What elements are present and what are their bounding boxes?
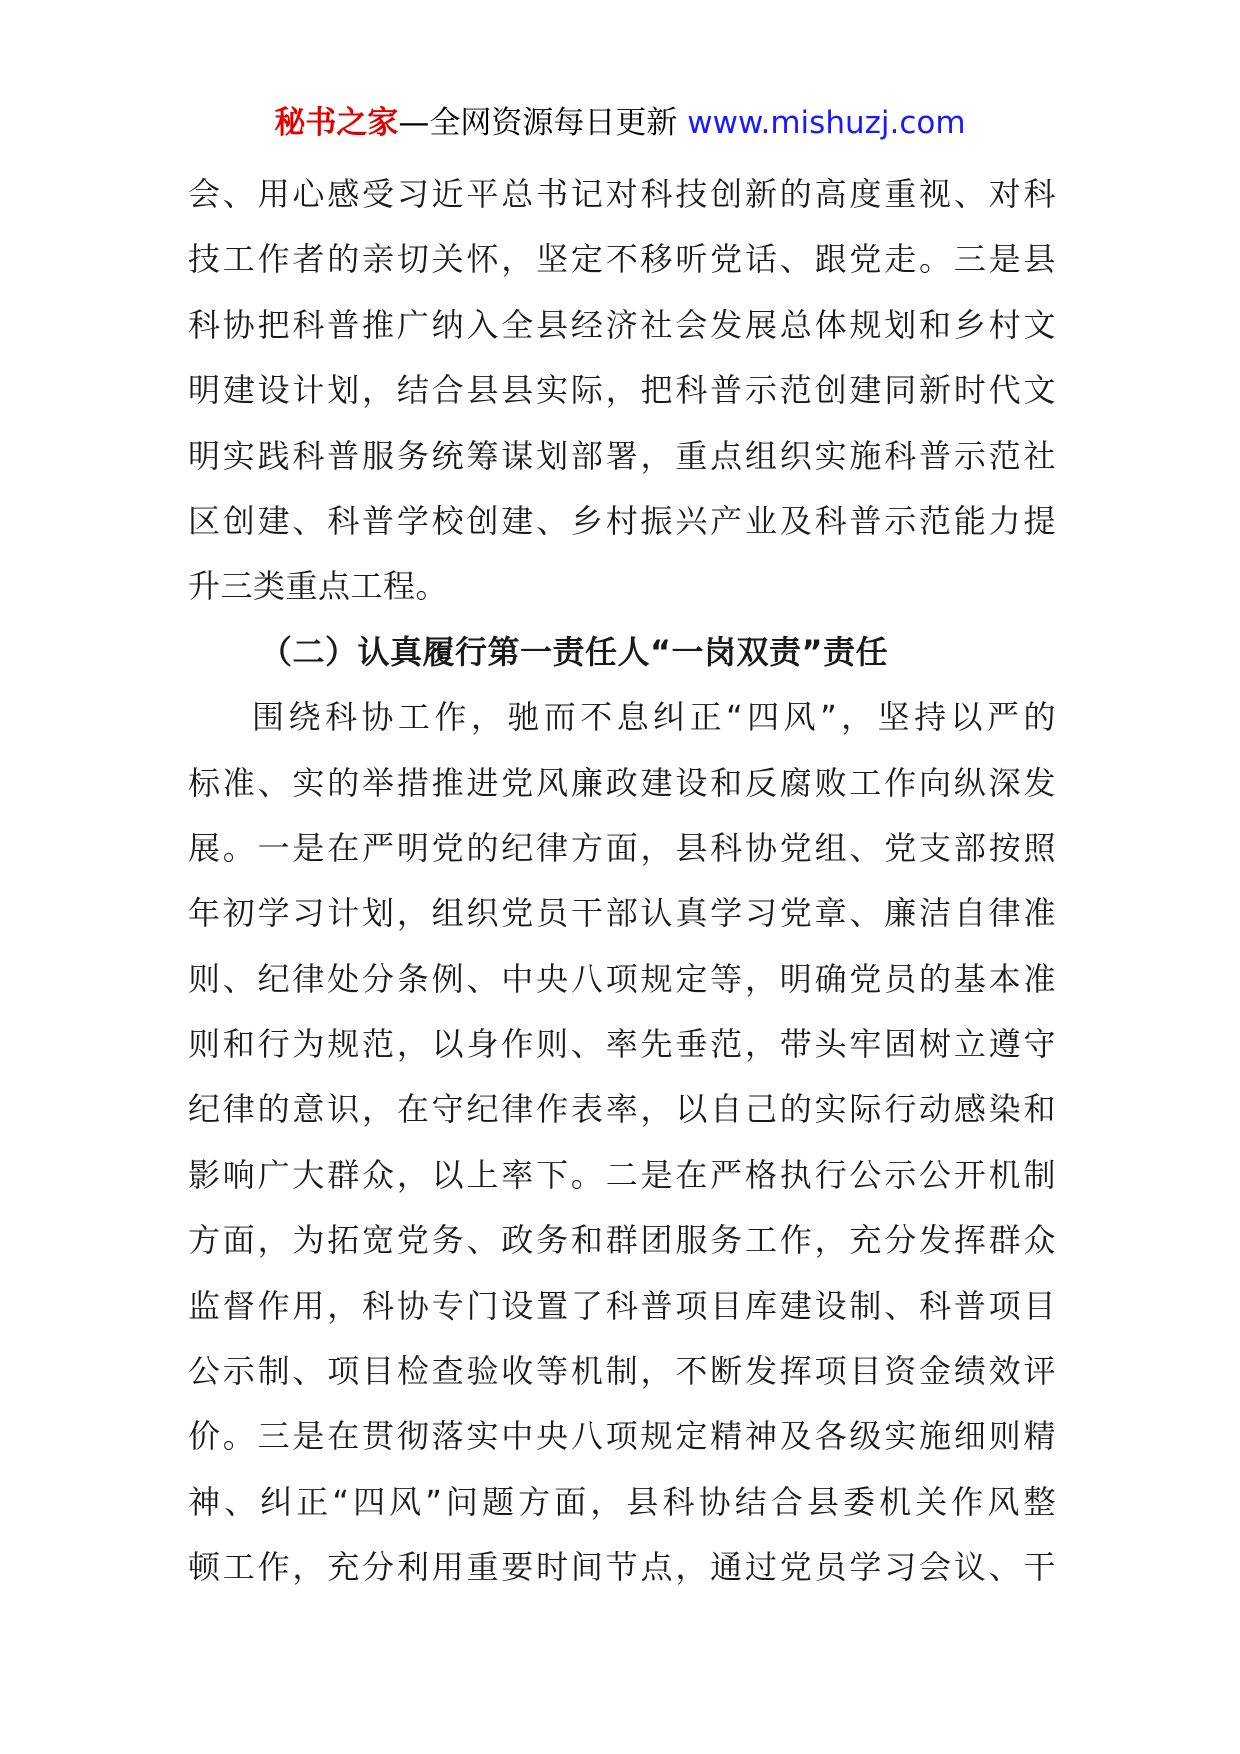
paragraph-2-line: 年初学习计划，组织党员干部认真学习党章、廉洁自律准 [188, 894, 1056, 933]
paragraph-1-line: 明建设计划，结合县县实际，把科普示范创建同新时代文 [188, 371, 1056, 410]
paragraph-2-line: 纪律的意识，在守纪律作表率，以自己的实际行动感染和 [188, 1090, 1056, 1129]
paragraph-1-line: 升三类重点工程。 [188, 567, 449, 606]
paragraph-1-line: 明实践科普服务统筹谋划部署，重点组织实施科普示范社 [188, 436, 1056, 475]
header-tagline: —全网资源每日更新 [398, 105, 678, 141]
paragraph-2-line: 展。一是在严明党的纪律方面，县科协党组、党支部按照 [188, 828, 1056, 867]
paragraph-1-line: 技工作者的亲切关怀，坚定不移听党话、跟党走。三是县 [188, 240, 1056, 279]
paragraph-2-line: 监督作用，科协专门设置了科普项目库建设制、科普项目 [188, 1286, 1056, 1325]
paragraph-2-line: 公示制、项目检查验收等机制，不断发挥项目资金绩效评 [188, 1352, 1056, 1391]
header-url-link[interactable]: www.mishuzj.com [687, 105, 966, 141]
paragraph-1-line: 会、用心感受习近平总书记对科技创新的高度重视、对科 [188, 175, 1056, 213]
paragraph-2-line: 方面，为拓宽党务、政务和群团服务工作，充分发挥群众 [188, 1221, 1056, 1260]
paragraph-2-line: 围绕科协工作，驰而不息纠正“四风”，坚持以严的 [252, 698, 1056, 737]
paragraph-1-line: 区创建、科普学校创建、乡村振兴产业及科普示范能力提 [188, 501, 1056, 540]
paragraph-2-line: 标准、实的举措推进党风廉政建设和反腐败工作向纵深发 [188, 763, 1056, 802]
paragraph-2-line: 则、纪律处分条例、中央八项规定等，明确党员的基本准 [188, 959, 1056, 998]
paragraph-2-line: 顿工作，充分利用重要时间节点，通过党员学习会议、干 [188, 1548, 1056, 1587]
site-header [0, 98, 1240, 148]
paragraph-2-line: 神、纠正“四风”问题方面，县科协结合县委机关作风整 [188, 1482, 1056, 1521]
paragraph-2-line: 价。三是在贯彻落实中央八项规定精神及各级实施细则精 [188, 1417, 1056, 1456]
paragraph-1-line: 科协把科普推广纳入全县经济社会发展总体规划和乡村文 [188, 305, 1056, 344]
document-body [188, 162, 1056, 1601]
paragraph-2-line: 影响广大群众，以上率下。二是在严格执行公示公开机制 [188, 1155, 1056, 1194]
header-brand: 秘书之家 [274, 105, 399, 141]
paragraph-2-line: 则和行为规范，以身作则、率先垂范，带头牢固树立遵守 [188, 1025, 1056, 1064]
section-heading: （二）认真履行第一责任人“一岗双责”责任 [260, 632, 889, 671]
